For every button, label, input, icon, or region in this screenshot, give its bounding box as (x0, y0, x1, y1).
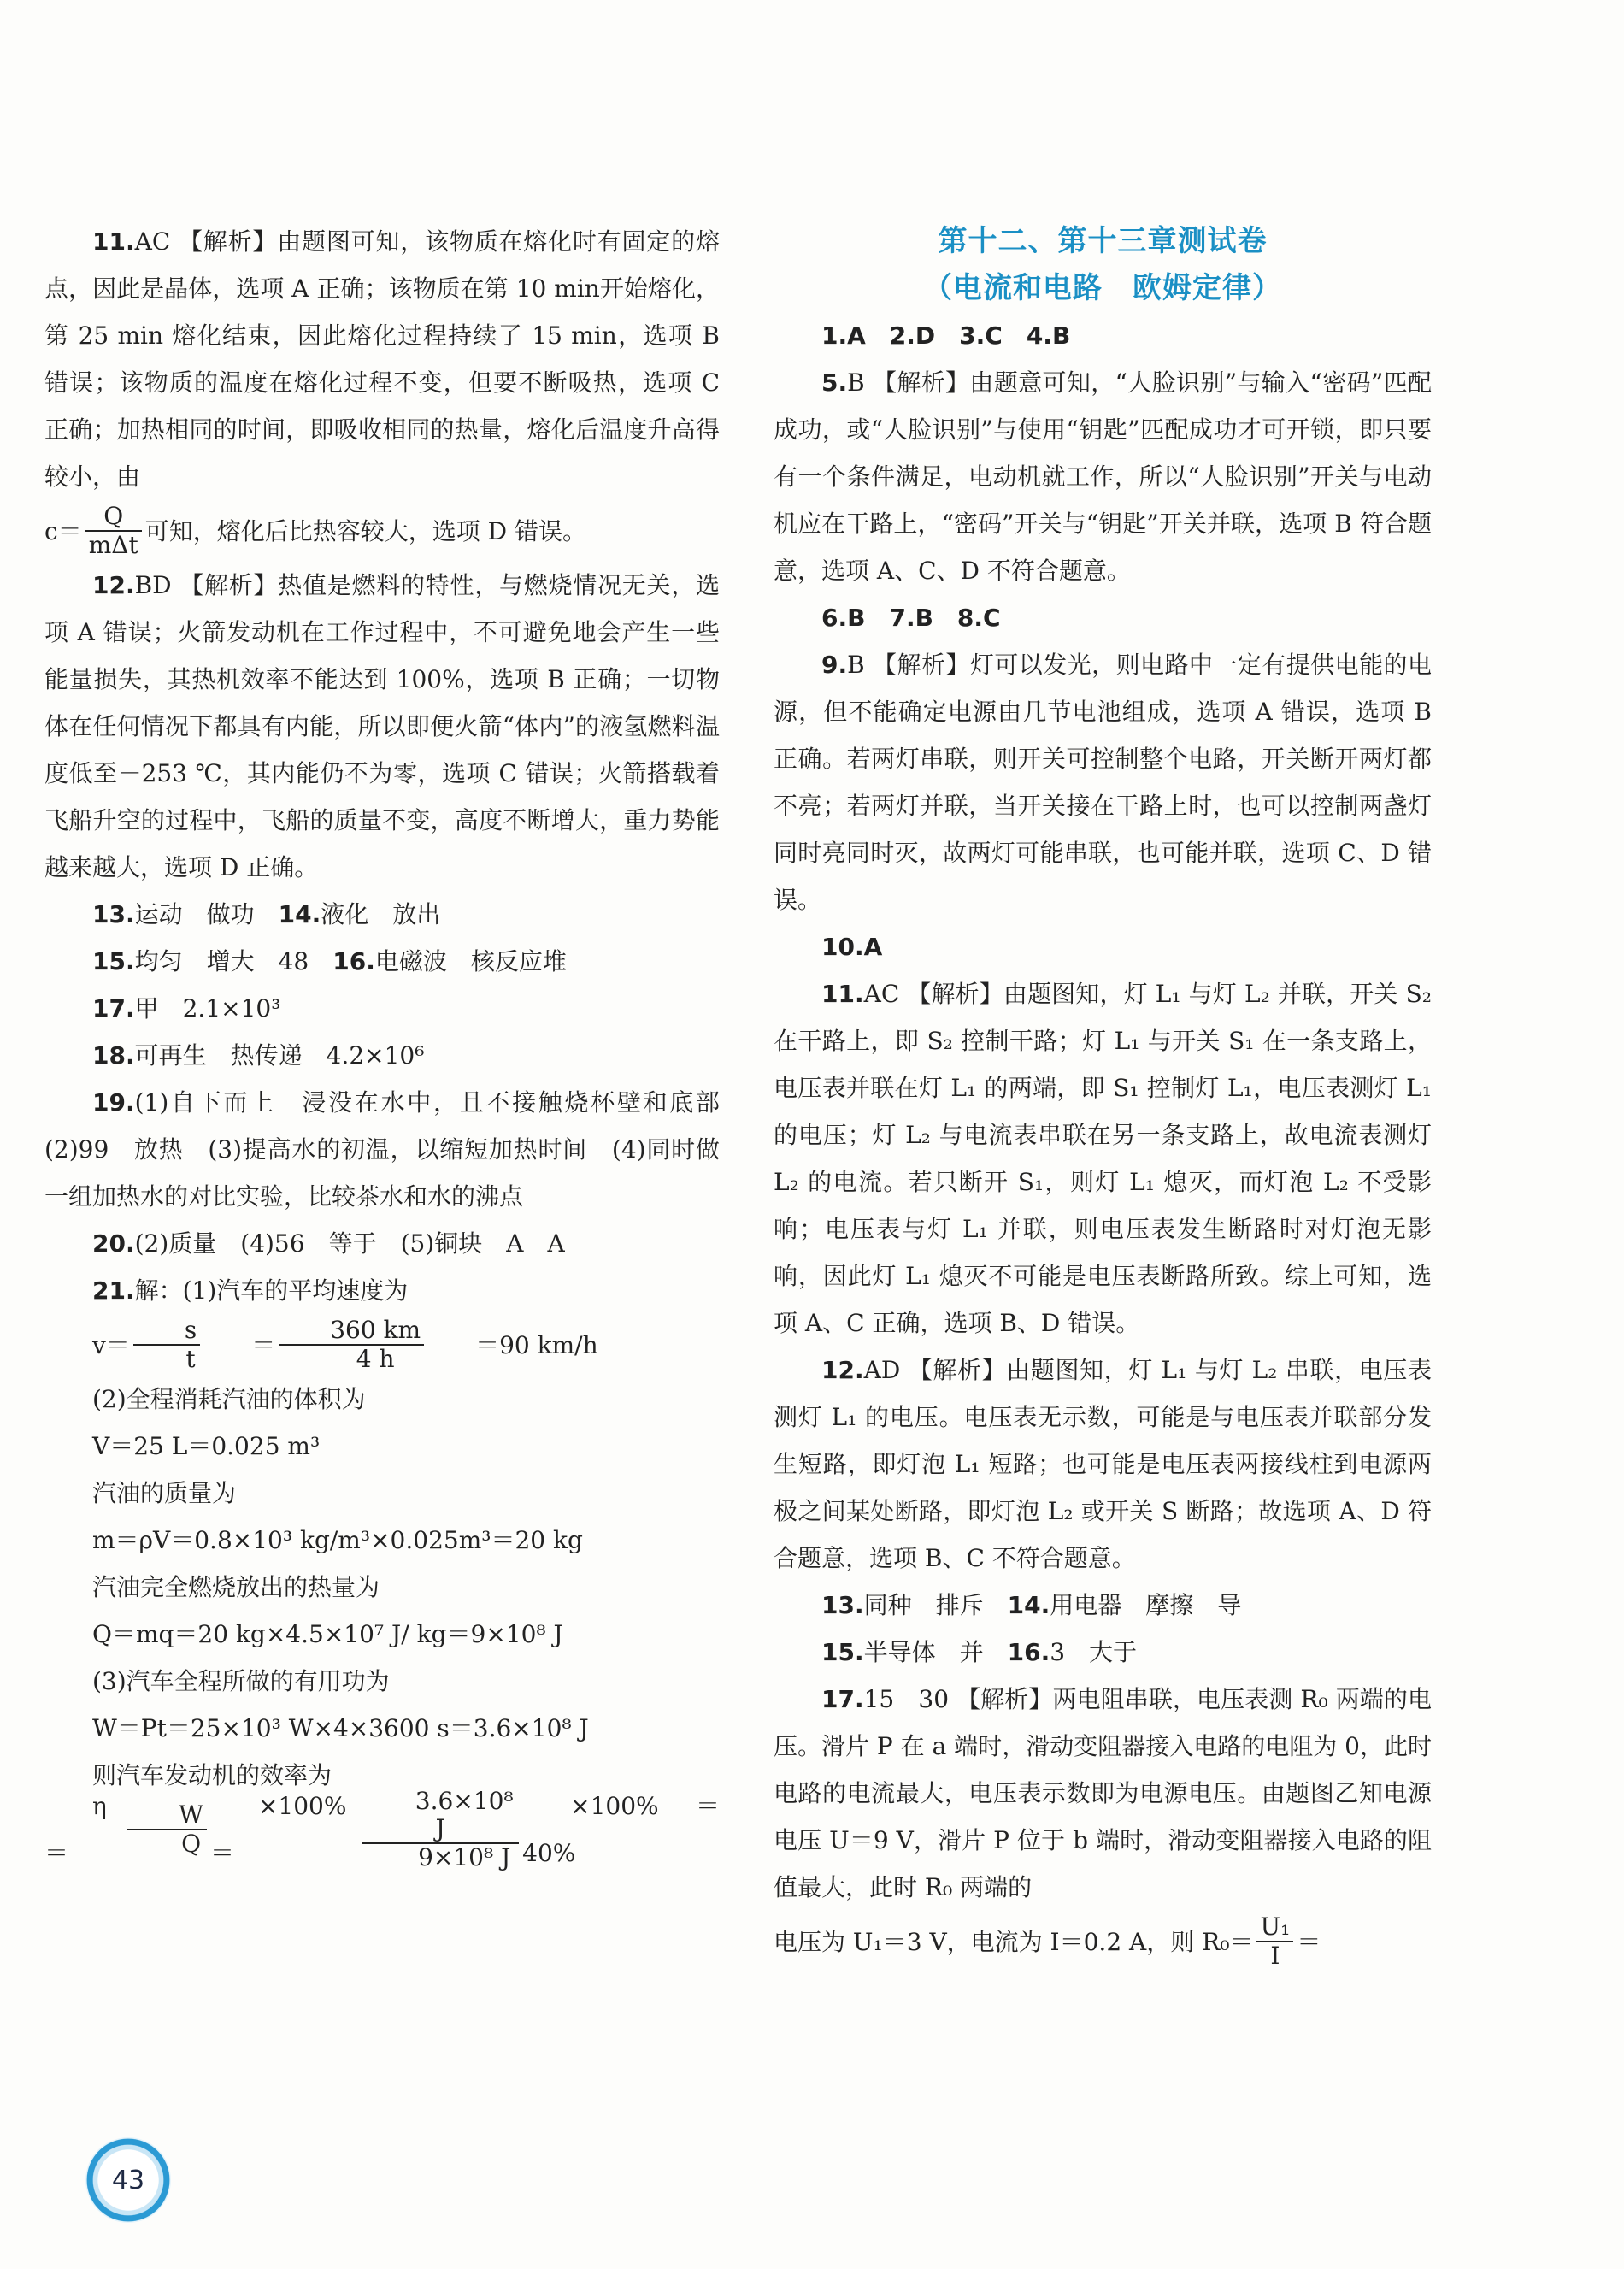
answer-19: 19.(1)自下而上 浸没在水中，且不接触烧杯壁和底部 (2)99 放热 (3)提高水的初温，以缩短加热时间 (4)同时做一组加热水的对比实验，比较茶水和水的沸点 (44, 1088, 744, 1211)
answer-11: 11.AC 【解析】由题图可知，该物质在熔化时有固定的熔点，因此是晶体，选项 A 正确；该物质在第 10 min开始熔化，第 25 min 熔化结束，因此熔化过程持续了 15 min，选项 B 错误；该物质的温度在熔化过程不变，但要不断吸热，选项 C 正确；加热相同的时间，即吸收相同的热量，熔化后温度升高得较小，由 (44, 227, 720, 491)
solution-line: W＝Pt＝25×10³ W×4×3600 s＝3.6×10⁸ J (92, 1714, 589, 1742)
solution-line: Q＝mq＝20 kg×4.5×10⁷ J/ kg＝9×10⁸ J (92, 1620, 563, 1648)
fraction: $\frac{Q}{\text{mΔt}}$ (85, 503, 142, 559)
answer-12: 12.BD 【解析】热值是燃料的特性，与燃烧情况无关，选项 A 错误；火箭发动机在工作过程中，不可避免地会产生一些能量损失，其热机效率不能达到 100%，选项 B 正确；一切物体在任何情况下都具有内能，所以即便火箭“体内”的液氢燃料温度低至－253 ℃，其内能仍不为零，选项 C 错误；火箭搭载着飞船升空的过程中，飞船的质量不变，高度不断增大，重力势能越来越大，选项 D 正确。 (44, 571, 720, 881)
right-column (774, 218, 1432, 1972)
solution-line: m＝ρV＝0.8×10³ kg/m³×0.025m³＝20 kg (92, 1526, 583, 1554)
answers-1-4: 1.A 2.D 3.C 4.B (821, 321, 1071, 350)
answer-12: 12.AD 【解析】由题图知，灯 L₁ 与灯 L₂ 串联，电压表测灯 L₁ 的电压。电压表无示数，可能是与电压表并联部分发生短路，即灯泡 L₁ 短路；也可能是电压表两接线柱到电源两极之间某处断路，即灯泡 L₂ 或开关 S 断路；故选项 A、D 符合题意，选项 B、C 不符合题意。 (774, 1356, 1432, 1572)
answer-13-14: 13.同种 排斥 14.用电器 摩擦 导 (821, 1591, 1242, 1619)
solution-line: 汽油完全燃烧放出的热量为 (92, 1573, 380, 1601)
formula-efficiency: η＝ $\frac{W}{Q}$ ×100%＝ $\frac{\text{3.6×10⁸ J}}{\text{9×10⁸ J}}$ ×100%＝40% (44, 1786, 720, 1872)
formula-resistance: 电压为 U₁＝3 V，电流为 I＝0.2 A，则 R₀＝ $\frac{\text{U₁}}{I}$ ＝ (774, 1912, 1321, 1970)
answer-5: 5.B 【解析】由题意可知，“人脸识别”与输入“密码”匹配成功，或“人脸识别”与使用“钥匙”匹配成功才可开锁，即只要有一个条件满足，电动机就工作，所以“人脸识别”开关与电动机应在干路上，“密码”开关与“钥匙”开关并联，选项 B 符合题意，选项 A、C、D 不符合题意。 (774, 368, 1432, 585)
section-title: 第十二、第十三章测试卷 (938, 224, 1268, 258)
page-number-badge (85, 2137, 171, 2223)
formula-speed: v＝ $\frac{s}{t}$ ＝ $\frac{360 km}{4 h}$ ＝90 km/h (92, 1315, 598, 1373)
solution-line: (2)全程消耗汽油的体积为 (92, 1385, 366, 1413)
left-column (44, 218, 744, 1872)
answer-15-16: 15.均匀 增大 48 16.电磁波 核反应堆 (92, 947, 567, 975)
answer-15-16: 15.半导体 并 16.3 大于 (821, 1638, 1138, 1666)
answer-10: 10.A (821, 933, 883, 961)
answer-18: 18.可再生 热传递 4.2×10⁶ (92, 1041, 425, 1070)
answer-20: 20.(2)质量 (4)56 等于 (5)铜块 A A (92, 1229, 565, 1258)
answer-17: 17.甲 2.1×10³ (92, 994, 281, 1023)
answer-13-14: 13.运动 做功 14.液化 放出 (92, 900, 441, 928)
answer-21-heading: 21.解：(1)汽车的平均速度为 (92, 1276, 409, 1305)
solution-line: (3)汽车全程所做的有用功为 (92, 1667, 390, 1695)
answer-11: 11.AC 【解析】由题图知，灯 L₁ 与灯 L₂ 并联，开关 S₂ 在干路上，即 S₂ 控制干路；灯 L₁ 与开关 S₁ 在一条支路上，电压表并联在灯 L₁ 的两端，即 S₁ 控制灯 L₁，电压表测灯 L₁ 的电压；灯 L₂ 与电流表串联在另一条支路上，故电流表测灯 L₂ 的电流。若只断开 S₁，则灯 L₁ 熄灭，而灯泡 L₂ 不受影响；电压表与灯 L₁ 并联，则电压表发生断路时对灯泡无影响，因此灯 L₁ 熄灭不可能是电压表断路所致。综上可知，选项 A、C 正确，选项 B、D 错误。 (774, 980, 1432, 1337)
answers-6-8: 6.B 7.B 8.C (821, 604, 1001, 632)
formula-specific-heat: c＝ $\frac{Q}{\text{mΔt}}$ 可知，熔化后比热容较大，选项 D 错误。 (44, 501, 586, 559)
answer-9: 9.B 【解析】灯可以发光，则电路中一定有提供电能的电源，但不能确定电源由几节电池组成，选项 A 错误，选项 B 正确。若两灯串联，则开关可控制整个电路，开关断开两灯都不亮；若两灯并联，当开关接在干路上时，也可以控制两盏灯同时亮同时灭，故两灯可能串联，也可能并联，选项 C、D 错误。 (774, 651, 1432, 914)
answer-17: 17.15 30 【解析】两电阻串联，电压表测 R₀ 两端的电压。滑片 P 在 a 端时，滑动变阻器接入电路的电阻为 0，此时电路的电流最大，电压表示数即为电源电压。由题图乙知电源电压 U＝9 V，滑片 P 位于 b 端时，滑动变阻器接入电路的阻值最大，此时 R₀ 两端的 (774, 1685, 1432, 1901)
section-subtitle: （电流和电路 欧姆定律） (923, 271, 1282, 305)
solution-line: 汽油的质量为 (92, 1479, 237, 1507)
solution-line: 则汽车发动机的效率为 (92, 1761, 332, 1789)
solution-line: V＝25 L＝0.025 m³ (92, 1432, 321, 1460)
page-number: 43 (111, 2165, 145, 2195)
